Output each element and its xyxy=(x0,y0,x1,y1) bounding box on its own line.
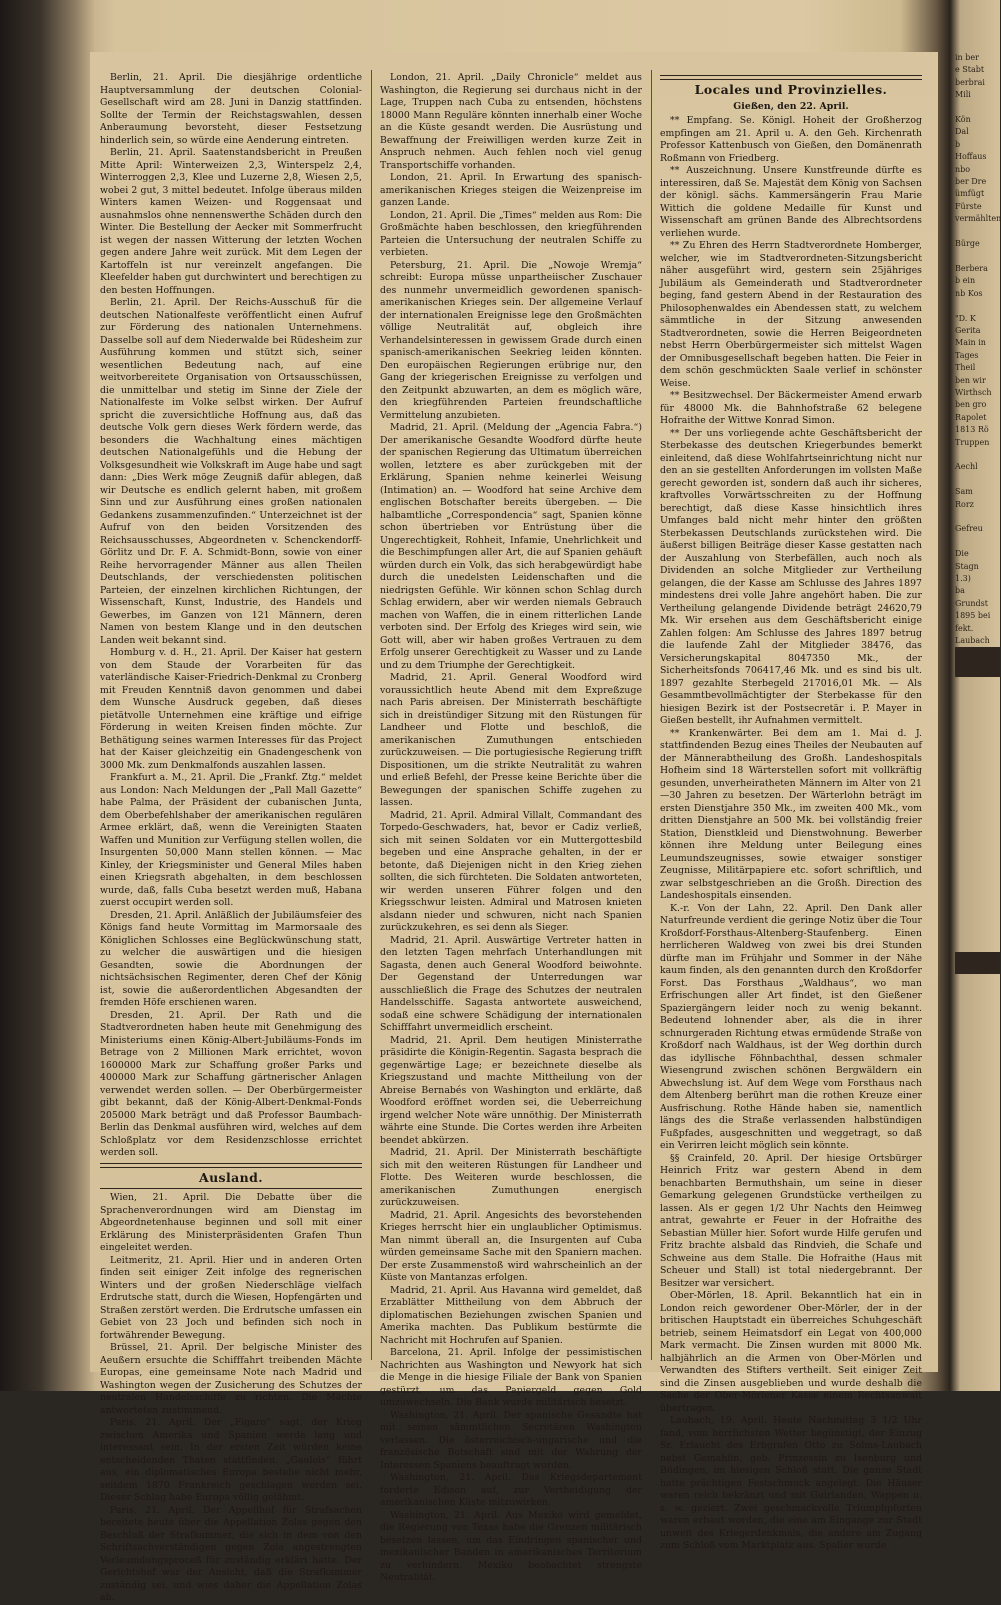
strip-line: Wirthsch xyxy=(955,387,992,397)
strip-line: Main in xyxy=(955,338,986,348)
strip-line xyxy=(955,226,1000,238)
strip-line: 1.3) xyxy=(955,574,971,584)
strip-line: ba xyxy=(955,586,965,596)
strip-line: Rapolet xyxy=(955,412,987,422)
strip-line: Stagn xyxy=(955,561,979,571)
strip-line: Kön xyxy=(955,115,971,125)
adjacent-heading-block xyxy=(955,952,1000,974)
strip-line xyxy=(955,536,1000,548)
column-rule xyxy=(371,70,372,1360)
strip-line: Gerita xyxy=(955,325,981,335)
article: Leitmeritz, 21. April. Hier und in anderen Orten finden seit einiger Zeit infolge des regnerischen Winters und der großen Niederschläge vielfach Erdrutsche statt, durch die Wiesen, Hopfengärten und Straßen zerstört werden. Die Erdrutsche umfassen ein Gebiet von 23 Joch und befinden sich noch in fortwährender Bewegung. xyxy=(100,1254,362,1341)
strip-line xyxy=(955,474,1000,486)
strip-line: Grundst xyxy=(955,598,988,608)
strip-line: Dal xyxy=(955,127,969,137)
strip-line: Rorz xyxy=(955,499,974,509)
article: Madrid, 21. April. Der Ministerrath beschäftigte sich mit den weiteren Rüstungen für Landheer und Flotte. Des Weiteren wurde beschlossen, die amerikanischen Zumuthungen energisch zurückzuweisen. xyxy=(380,1147,642,1208)
strip-line: 1895 bei xyxy=(955,611,991,621)
strip-line: "D. K xyxy=(955,313,976,323)
adjacent-page-text xyxy=(955,52,1000,672)
article: ** Empfang. Se. Königl. Hoheit der Großherzog empfingen am 21. April u. A. den Geh. Kirchenrath Professor Kattenbusch von Gießen, den Domänenrath Roßmann von Friedberg. xyxy=(660,115,922,164)
adjacent-heading-block xyxy=(955,647,1000,677)
strip-line: berbrai xyxy=(955,77,985,87)
strip-line: Berbera xyxy=(955,263,988,273)
article: Madrid, 21. April. Angesichts des bevorstehenden Krieges herrscht hier ein unglaublicher Optimismus. Man nimmt überall an, die Insurgenten auf Cuba würden gemeinsame Sache mit den Spaniern machen. Der erste Zusammenstoß wird wahrscheinlich an der Küste von Mantanzas erfolgen. xyxy=(380,1209,642,1283)
column-2 xyxy=(380,72,642,1583)
strip-line: Theil xyxy=(955,363,976,373)
strip-line: 1813 Rö xyxy=(955,425,989,435)
strip-line: in ber xyxy=(955,53,979,62)
strip-line xyxy=(955,511,1000,523)
article: Ober-Mörlen, 18. April. Bekanntlich hat ein in London reich gewordener Ober-Mörler, der in der britischen Hauptstadt ein überreiches Schuhgeschäft betrieb, seinem Heimatsdorf ein Legat von 400,000 Mark vermacht. Die Zinsen wurden mit 8000 Mk. halbjährlich an die Armen von Ober-Mörlen und Verwandten des Stifters vertheilt. Seit einiger Zeit sind die Zinsen ausgeblieben und wurde deshalb die Sache der Ober-Mörlener Kasse einem Rechtsanwalt übertragen. xyxy=(660,1290,922,1414)
article: Berlin, 21. April. Saatenstandsbericht in Preußen Mitte April: Winterweizen 2,3, Winterspelz 2,4, Winterroggen 2,3, Klee und Luzerne 2,8, Wiesen 2,5, wobei 2 gut, 3 mittel bedeutet. Infolge überaus milden Winters kamen Weizen- und Roggensaat und ausnahmslos ohne nennenswerthe Schäden durch den Winter. Die Bestellung der Aecker mit Sommerfrucht ist wegen der nassen Witterung der letzten Wochen gegen andere Jahre weit zurück. Mit dem Legen der Kartoffeln ist nur vereinzelt angefangen. Die Kleefelder haben gut durchwintert und berechtigen zu den besten Hoffnungen. xyxy=(100,147,362,296)
article: London, 21. April. Die „Times“ melden aus Rom: Die Großmächte haben beschlossen, den kriegführenden Parteien die Untersuchung der neutralen Schiffe zu verbieten. xyxy=(380,209,642,258)
strip-line: b ein xyxy=(955,276,976,286)
strip-line: nb Kos xyxy=(955,288,983,298)
column-1 xyxy=(100,72,362,1603)
column-3 xyxy=(660,72,922,1551)
article: ** Besitzwechsel. Der Bäckermeister Amend erwarb für 48000 Mk. die Bahnhofstraße 62 belegene Hofraithe der Wittwe Konrad Simon. xyxy=(660,390,922,426)
strip-line: fekt. xyxy=(955,623,974,633)
article: Washington, 21. April. Aus Mexiko wird gemeldet, die Regierung von Texas habe die Grenzen militärisch besetzen lassen, um das Eindringen spanischer und mexikanischer Banden in amerikanisches Territorium zu verhindern. Mexiko beobachtet strengste Neutralität. xyxy=(380,1509,642,1583)
article: Dresden, 21. April. Der Rath und die Stadtverordneten haben heute mit Genehmigung des Ministeriums einen König-Albert-Jubiläums-Fonds im Betrage von 2 Millionen Mark errichtet, wovon 1600000 Mark zur Schaffung großer Parks und 400000 Mark zur Schaffung gärtnerischer Anlagen verwendet werden sollen. — Der Oberbürgermeister gibt bekannt, daß der König-Albert-Denkmal-Fonds 205000 Mark beträgt und daß Professor Baumbach-Berlin das Denkmal ausführen wird, welches auf dem Schloßplatz vor dem Residenzschlosse errichtet werden soll. xyxy=(100,1009,362,1158)
strip-line: ben wir xyxy=(955,375,986,385)
article: ** Auszeichnung. Unsere Kunstfreunde dürfte es interessiren, daß Se. Majestät dem König von Sachsen der königl. sächs. Kammersängerin Frau Marie Wittich die goldene Medaille für Kunst und Wissenschaft am grünen Bande des Albrechtsordens verliehen wurde. xyxy=(660,165,922,239)
divider xyxy=(660,75,922,80)
strip-line: Tages xyxy=(955,350,979,360)
article: Barcelona, 21. April. Infolge der pessimistischen Nachrichten aus Washington und Newyork hat sich die Menge in die hiesige Filiale der Bank von Spanien gestürzt, um das Papiergeld gegen Gold umzuwechseln. Die Bank wurde militärisch besetzt. xyxy=(380,1347,642,1408)
strip-line: Bürge xyxy=(955,239,980,249)
article: ** Krankenwärter. Bei dem am 1. Mai d. J. stattfindenden Bezug eines Theiles der Neubauten auf der Männerabtheilung des Großh. Landeshospitals Hofheim sind 18 Wärterstellen sofort mit vollkräftig gesunden, unverheiratheten Männern im Alter von 21—30 Jahren zu besetzen. Der Wärterlohn beträgt im ersten Dienstjahre 350 Mk., im zweiten 400 Mk., vom dritten Dienstjahre an 500 Mk. bei vollständig freier Station, Dienstkleid und Dienstwohnung. Bewerber können ihre Meldung unter Beilegung eines Leumundszeugnisses, sowie etwaiger sonstiger Zeugnisse, Militärpapiere etc. sofort schriftlich, und zwar selbstgeschrieben an die Großh. Direction des Landeshospitals einsenden. xyxy=(660,727,922,901)
article: Paris, 21. April. Der Appellhof für Strafsachen bereitete heute über die Appellation Zolas gegen den Beschluß der Strafkammer, die sich in dem von den Schriftsachverständigen gegen Zola angestrengten Verleumdungsproceß für zuständig erklärt hatte. Der Gerichtshof war der Ansicht, daß die Strafkammer zuständig sei, und wies daher die Appellation Zolas ab. xyxy=(100,1504,362,1603)
strip-line xyxy=(955,251,1000,263)
column-2-articles xyxy=(380,72,642,1585)
strip-line: ümfügt xyxy=(955,189,985,199)
article: London, 21. April. „Daily Chronicle“ meldet aus Washington, die Regierung sei durchaus nicht in der Lage, Truppen nach Cuba zu entsenden, höchstens 18000 Mann Reguläre könnten innerhalb einer Woche an die Küste gesandt werden. Die Ausrüstung und Bewaffnung der Freiwilligen werden kurze Zeit in Anspruch nehmen. Auch fehlen noch viel genug Transportschiffe vorhanden. xyxy=(380,72,642,171)
article: Madrid, 21. April. Dem heutigen Ministerrathe präsidirte die Königin-Regentin. Sagasta besprach die gegenwärtige Lage; er bezeichnete dieselbe als Kriegszustand und machte Mittheilung von der Abreise Bernabés von Washington und erklärte, daß Woodford eröffnet worden sei, die Ueberreichung irgend welcher Note wäre unnöthig. Der Ministerrath währte eine Stunde. Die Cortes werden ihre Arbeiten beendet abkürzen. xyxy=(380,1034,642,1146)
column-1-articles xyxy=(100,72,362,1160)
dateline: Gießen, den 22. April. xyxy=(733,100,849,112)
article: Frankfurt a. M., 21. April. Die „Frankf. Ztg.“ meldet aus London: Nach Meldungen der „Pall Mall Gazette“ habe Palma, der Präsident der cubanischen Junta, dem Oberbefehlshaber der amerikanischen regulären Armee erklärt, daß, wenn die Vereinigten Staaten Waffen und Munition zur Verfügung stellen wollen, die Insurgenten 50,000 Mann stellen können. — Mac Kinley, der Kriegsminister und General Miles haben einen Kriegsrath abgehalten, in dem beschlossen wurde, daß, falls Cuba besetzt werden muß, Habana zuerst occupirt werden soll. xyxy=(100,772,362,908)
article: London, 21. April. In Erwartung des spanisch-amerikanischen Krieges steigen die Weizenpreise im ganzen Lande. xyxy=(380,172,642,208)
article: Madrid, 21. April. Admiral Villalt, Commandant des Torpedo-Geschwaders, hat, bevor er Cadiz verließ, sich mit seinen Soldaten vor ein Muttergottesbild begeben und eine Ansprache gehalten, in der er betonte, daß Diejenigen nicht in den Krieg ziehen sollten, die sich fürchteten. Die Soldaten antworteten, wir werden unseren Führer folgen und den Kriegsschwur leisten. Admiral und Matrosen knieten alsdann nieder und schwuren, nicht nach Spanien zurückzukehren, es sei denn als Sieger. xyxy=(380,809,642,933)
strip-line xyxy=(955,449,1000,461)
strip-line: Hoffaus xyxy=(955,152,987,162)
article: Madrid, 21. April. General Woodford wird voraussichtlich heute Abend mit dem Expreßzuge nach Paris abreisen. Der Ministerrath beschäftigte sich in dreistündiger Sitzung mit den Rüstungen für Landheer und Flotte und beschloß, die amerikanischen Zumuthungen entschieden zurückzuweisen. — Die portugiesische Regierung trifft Dispositionen, um die strikte Neutralität zu wahren und erließ Befehl, der Presse keine Berichte über die Bewegungen der spanischen Schiffe zugehen zu lassen. xyxy=(380,672,642,808)
strip-line: ber Dre xyxy=(955,177,987,187)
newspaper-page xyxy=(90,52,938,1603)
strip-line: vermählten xyxy=(955,214,1001,224)
strip-line: e Stabt xyxy=(955,65,985,75)
strip-line: Laubach xyxy=(955,636,990,646)
strip-line: nbo xyxy=(955,164,971,174)
adjacent-page-strip xyxy=(955,52,1000,1372)
article: Wien, 21. April. Die Debatte über die Sprachenverordnungen wird am Dienstag im Abgeordnetenhause beginnen und soll mit einer Erklärung des Ministerpräsidenten Grafen Thun eingeleitet werden. xyxy=(100,1192,362,1253)
article: ** Zu Ehren des Herrn Stadtverordnete Homberger, welcher, wie im Stadtverordneten-Sitzungsbericht näher ausgeführt wird, gestern sein 25jähriges Jubiläum als Gemeinderath und Stadtverordneter beging, fand gestern Abend in der Restauration des Philosophenwaldes ein Abendessen statt, zu welchem sämmtliche in der Sitzung anwesenden Stadtverordneten, sowie die Herren Beigeordneten nebst Herrn Oberbürgermeister sich mittelst Wagen der Omnibusgesellschaft begeben hatten. Die Feier in dem schön geschmückten Saale verlief in schönster Weise. xyxy=(660,240,922,389)
ausland-articles xyxy=(100,1192,362,1605)
article: Dresden, 21. April. Anläßlich der Jubiläumsfeier des Königs fand heute Vormittag im Marmorsaale des Königlichen Schlosses eine Beglückwünschung statt, zu welcher die auswärtigen und die hiesigen Gesandten, sowie die Abordnungen der nichtsächsischen Regimenter, deren Chef der König ist, sowie die außerordentlichen Abgesandten der fremden Höfe erschienen waren. xyxy=(100,909,362,1008)
article: Berlin, 21. April. Der Reichs-Ausschuß für die deutschen Nationalfeste veröffentlicht einen Aufruf zur Förderung des nationalen Unternehmens. Dasselbe soll auf dem Niederwalde bei Rüdesheim zur Ausführung kommen und stützt sich, seiner wesentlichen Bedeutung nach, auf eine weitvorbereitete Organisation von Ortsausschüssen, die unmittelbar und stetig im Sinne der Ziele der Nationalfeste im Volke selbst wirken. Der Aufruf spricht die zuversichtliche Hoffnung aus, daß das deutsche Volk gern dieses Werk fördern werde, das besonders die Wachhaltung eines mächtigen deutschen Nationalgefühls und die Hebung der Volksgesundheit wie Volkskraft im Auge habe und sagt dann: „Dies Werk möge Zeugniß dafür ablegen, daß wir Deutsche es endlich gelernt haben, mit großem Sinn und zur Ausführung eines großen nationalen Gedankens zusammenzufinden.“ Unterzeichnet ist der Aufruf von den beiden Vorsitzenden des Reichsausschusses, Abgeordneten v. Schenckendorff-Görlitz und Dr. F. A. Schmidt-Bonn, sowie von einer Reihe hervorragender Männer aus allen Theilen Deutschlands, der verschiedensten politischen Parteien, der einzelnen kirchlichen Richtungen, der Wissenschaft, Kunst, Industrie, des Handels und Gewerbes, im Ganzen von 121 Männern, deren Namen von bestem Klange und in den deutschen Landen weit bekannt sind. xyxy=(100,297,362,646)
strip-line: ben gro xyxy=(955,400,987,410)
article: Brüssel, 21. April. Der belgische Minister des Aeußern ersuchte die Schifffahrt treibenden Mächte Europas, eine gemeinsame Note nach Madrid und Washington wegen der Zusicherung des Schutzes der neutralen Handelsschiffe zu richten. Die Mächte antworteten zustimmend. xyxy=(100,1342,362,1416)
strip-line: Mili xyxy=(955,90,971,100)
article: Washington, 21. April. Das Kriegsdepartement forderte Edison auf, zur Vertheidigung der amerikanischen Küste mitzuwirken. xyxy=(380,1472,642,1508)
strip-line: Sam xyxy=(955,487,973,497)
article: Homburg v. d. H., 21. April. Der Kaiser hat gestern von dem Staude der Vorarbeiten für das vaterländische Kaiser-Friedrich-Denkmal zu Cronberg mit Freuden Kenntniß davon genommen und dabei dem Wunsche Ausdruck gegeben, daß dieses pietätvolle Unternehmen eine kräftige und eifrige Förderung in weiten Kreisen finden möchte. Zur Bethätigung seines warmen Interesses für das Project hat der Kaiser gleichzeitig ein Gnadengeschenk von 3000 Mk. zum Denkmalfonds auszahlen lassen. xyxy=(100,647,362,771)
column-rule xyxy=(651,70,652,1360)
article: ** Der uns vorliegende achte Geschäftsbericht der Sterbekasse des deutschen Kriegerbundes bemerkt einleitend, daß diese Wohlfahrtseinrichtung nicht nur den an sie gestellten Anforderungen im vollsten Maße gerecht geworden ist, sondern daß auch ihr sicheres, kraftvolles Vorwärtsschreiten zu der Hoffnung berechtigt, daß diese Kasse hinsichtlich ihres Umfanges bald nicht mehr hinter den größten Sterbekassen Deutschlands zurückstehen wird. Die äußerst billigen Beiträge dieser Kasse gestatten nach der Auszahlung von Sterbefällen, auch noch als Dividenden an solche Mitglieder zur Vertheilung gelangen, die der Kasse am Schlusse des Jahres 1897 mindestens drei volle Jahre angehört haben. Die zur Vertheilung gelangende Dividende beträgt 24620,79 Mk. Wir ersehen aus dem Geschäftsbericht einige Zahlen folgen: Am Schlusse des Jahres 1897 betrug die laufende Zahl der Mitglieder 38476, das Versicherungskapital 8047350 Mk., der Sicherheitsfonds 706417,46 Mk. und es sind bis ult. 1897 gezahlte Sterbegeld 217016,01 Mk. — Als Gesammtbevollmächtigter der Sterbekasse für den hiesigen Bezirk ist der Postsecretär i. P. Mayer in Gießen bestellt, ihr Aufnahmen vermittelt. xyxy=(660,427,922,726)
section-heading-ausland: Ausland. xyxy=(198,1169,264,1185)
strip-line: b xyxy=(955,139,961,149)
strip-line: Die xyxy=(955,549,969,559)
article: K.-r. Von der Lahn, 22. April. Den Dank aller Naturfreunde verdient die geringe Notiz über die Tour Kroßdorf-Forsthaus-Altenberg-Staufenberg. Einen herrlicheren Waldweg von zwei bis drei Stunden dürfte man im Frühjahr und Sommer in der Nähe kaum finden, als den genannten durch den Kroßdorfer Forst. Das Forsthaus „Waldhaus“, wo man Erfrischungen aller Art findet, ist den Gießener Spaziergängern leider noch zu wenig bekannt. Bedeutend lohnender aber, als die in ihrer schnurgeraden Richtung etwas ermüdende Straße von Kroßdorf nach Waldhaus, ist der Weg dorthin durch das idyllische Föhnbachthal, dessen schmaler Wiesengrund zwischen schönen Bergwäldern ein Abwechslung ist. Auf dem Wege vom Forsthaus nach dem Altenberg berührt man die rothen Kreuze einer Ausfrischung. Rothe Hände haben sie, namentlich längs des die Straße verlassenden halbstündigen Fußpfades, ausgeschnitten und weggetragt, so daß ein Verirren leicht möglich sein könnte. xyxy=(660,902,922,1151)
article: Berlin, 21. April. Die diesjährige ordentliche Hauptversammlung der deutschen Colonial-Gesellschaft wird am 28. Juni in Danzig stattfinden. Sollte der Termin der Reichstagswahlen, dessen Anberaumung bevorsteht, dieser Festsetzung hinderlich sein, so würde eine Aenderung eintreten. xyxy=(100,72,362,146)
article: §§ Crainfeld, 20. April. Der hiesige Ortsbürger Heinrich Fritz war gestern Abend in dem benachbarten Bermuthshain, um seine in dieser Gemarkung gelegenen Grundstücke vertheilgen zu lassen. Als er gegen 1/2 Uhr Nachts den Heimweg antrat, gewahrte er Feuer in der Hofraithe des Sebastian Müller hier. Sofort wurde Hilfe gerufen und Fritz brachte alsbald das Rindvieh, die Schafe und Schweine aus dem Stalle. Die Hofraithe (Haus mit Scheuer und Stall) ist total niedergebrannt. Der Besitzer war versichert. xyxy=(660,1152,922,1289)
strip-line xyxy=(955,102,1000,114)
article: Laubach, 19. April. Heute Nachmittag 3 1/2 Uhr fand, vom herrlichsten Wetter begünstigt, der Einzug Sr. Erlaucht des Erbgrafen Otto zu Solms-Laubach nebst Gemahlin, geb. Prinzessin zu Isenburg und Büdingen, im hiesigen Schloß statt. Die ganze Stadt hatte prächtigen Festschmuck angelegt. Die Häuser waren reich bekränzt und mit Guirlanden, Wappen u. s. w. geziert. Zwei geschmackvolle Triumphpforten waren erbaut worden, die eine am Eingange zur Stadt unweit des Kriegerdenkmals, die andere am Zugang zum Schloß vom Marktplatz aus. Spalier wurde xyxy=(660,1415,922,1551)
strip-line: Fürste xyxy=(955,201,982,211)
strip-line: Gefreu xyxy=(955,524,983,534)
column-3-articles xyxy=(660,115,922,1553)
article: Paris, 21. April. Der „Figaro“ sagt, der Krieg zwischen Amerika und Spanien werde lang und interessant sein. In der ersten Zeit würden keine entscheidenden Thaten stattfinden. „Gaulois“ führt aus, ein diplomatisches Europa bestehe nicht mehr, seitdem 1870 Frankreich geschlagen worden sei. Dieser Schlag habe Europa völlig gelähmt. xyxy=(100,1417,362,1503)
strip-line: Truppen xyxy=(955,437,990,447)
strip-line: Aechl xyxy=(955,462,978,472)
section-heading-locales: Locales und Provinzielles. xyxy=(694,82,888,97)
article: Madrid, 21. April. Aus Havanna wird gemeldet, daß Erzablätter Mittheilung von dem Abbruch der diplomatischen Beziehungen zwischen Spanien und Amerika machten. Das Publikum bestürmte die Nachricht mit Hochrufen auf Spanien. xyxy=(380,1284,642,1346)
divider xyxy=(100,1188,362,1189)
article: Madrid, 21. April. (Meldung der „Agencia Fabra.“) Der amerikanische Gesandte Woodford dürfte heute der spanischen Regierung das Ultimatum überreichen wollen, letztere es aber zurückgeben mit der Erklärung, Spanien nehme keinerlei Weisung (Intimation) an. — Woodford hat seine Archive dem englischen Botschafter bereits übergeben. — Die halbamtliche „Correspondencia“ sagt, Spanien könne schon übertrieben vor Entrüstung über die Ungerechtigkeit, Rohheit, Infamie, Unehrlichkeit und die Beschimpfungen aller Art, die auf Spanien gehäuft würden durch ein Volk, das sich herabgewürdigt habe durch die unedelsten Leidenschaften und die niedrigsten Gefühle. Wir können schon Schlag durch Schlag erwidern, aber wir werden niemals Gebrauch machen von Waffen, die in einem ritterlichen Lande verboten sind. Der Erfolg des Krieges wird sein, wie Gott will, aber wir haben großes Vertrauen zu dem Erfolg unserer Gerechtigkeit zu Wasser und zu Lande und zu dem Triumphe der Gerechtigkeit. xyxy=(380,422,642,671)
strip-line xyxy=(955,300,1000,312)
article: Madrid, 21. April. Auswärtige Vertreter hatten in den letzten Tagen mehrfach Unterhandlungen mit Sagasta, denen auch General Woodford beiwohnte. Der Gegenstand der Unterredungen war ausschließlich die Frage des Schutzes der neutralen Handelsschiffe. Sagasta antwortete ausweichend, sodaß eine schwere Schädigung der internationalen Schifffahrt unvermeidlich erscheint. xyxy=(380,934,642,1033)
article: Washington, 21. April. Der spanische Gesandte hat mit seinen sämmtlichen Secretären Washington verlassen. Die österreichisch-ungarische und die französische Botschaft sind mit der Wahrung der Interessen Spaniens beauftragt worden. xyxy=(380,1409,642,1471)
article: Petersburg, 21. April. Die „Nowoje Wremja“ schreibt: Europa müsse unpartheiischer Zuschauer des nunmehr unvermeidlich gewordenen spanisch-amerikanischen Krieges sein. Der allgemeine Verlauf der internationalen Ereignisse lege den Großmächten völlige Neutralität auf, obgleich ihre Verhandelsinteressen in gewissem Grade durch einen spanisch-amerikanischen Seekrieg leiden könnten. Den europäischen Regierungen erübrige nur, den Gang der kriegerischen Ereignisse zu verfolgen und den Zeitpunkt abzuwarten, an dem es möglich wäre, den kriegführenden Parteien freundschaftliche Vermittelung anzubieten. xyxy=(380,259,642,421)
divider xyxy=(100,1163,362,1168)
